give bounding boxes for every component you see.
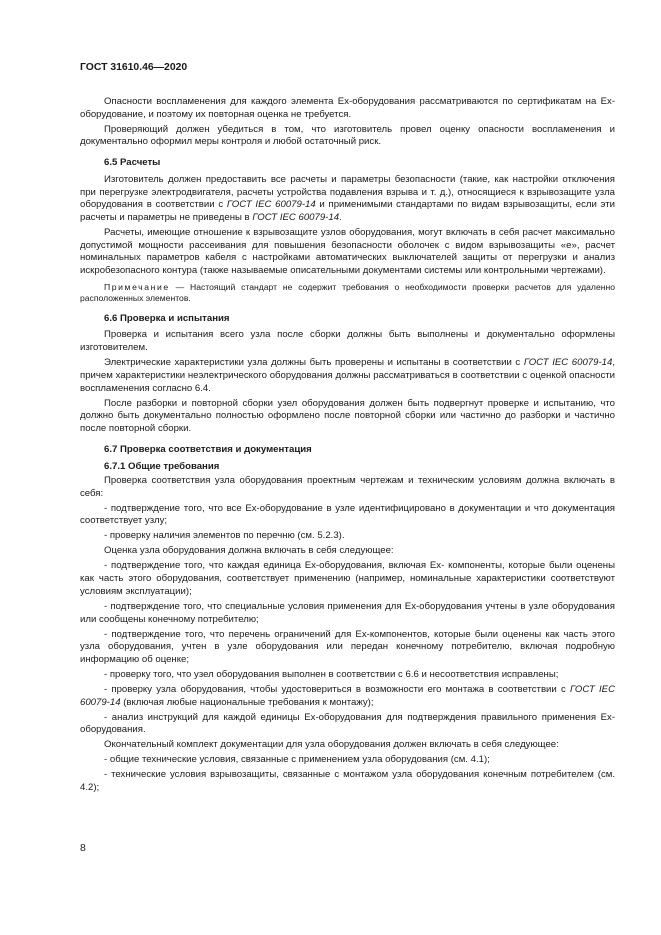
list-item: - технические условия взрывозащиты, связанные с монтажом узла оборудования конечным потребителем (см. 4.2); bbox=[80, 769, 615, 794]
list-item: - проверку того, что узел оборудования выполнен в соответствии с 6.6 и несоответствия исправлены; bbox=[104, 668, 559, 680]
list-item: - общие технические условия, связанные с применением узла оборудования (см. 4.1); bbox=[104, 754, 490, 766]
standard-reference: ГОСТ IEC 60079-14 bbox=[226, 199, 316, 211]
document-header: ГОСТ 31610.46—2020 bbox=[80, 62, 188, 73]
paragraph: Проверка и испытания всего узла после сборки должны быть выполнены и документально оформлены изготовителем. bbox=[80, 329, 615, 354]
paragraph: Изготовитель должен предоставить все расчеты и параметры безопасности (такие, как настройки отключения при перегрузке электродвигателя, расчеты устройства подавления взрыва и т. д.), относящиеся к взрывозащите узла оборудования в соответствии с ГОСТ IEC 60079-14 и применимыми стандартами по видам взрывозащиты, если эти расчеты и параметры не приведены в ГОСТ IEC 60079-14. bbox=[80, 173, 615, 223]
section-heading-6-7: 6.7 Проверка соответствия и документация bbox=[104, 443, 312, 455]
list-item: - подтверждение того, что специальные условия применения для Ex-оборудования учтены в узле оборудования или сообщены конечному потребителю; bbox=[80, 600, 615, 625]
list-item: - проверку узла оборудования, чтобы удостовериться в возможности его монтажа в соответствии с ГОСТ IEC 60079-14 (включая любые национальные требования к монтажу); bbox=[80, 683, 615, 708]
paragraph: Оценка узла оборудования должна включать в себя следующее: bbox=[104, 545, 394, 557]
standard-reference: ГОСТ IEC 60079-14 bbox=[252, 211, 340, 223]
list-item: - проверку наличия элементов по перечню (см. 5.2.3). bbox=[104, 530, 345, 542]
section-heading-6-6: 6.6 Проверка и испытания bbox=[104, 312, 230, 324]
standard-reference: ГОСТ IEC 60079-14 bbox=[80, 683, 615, 708]
paragraph: Электрические характеристики узла должны быть проверены и испытаны в соответствии с ГОСТ IEC 60079-14, причем характеристики неэлектрического оборудования должны рассматриваться в соответствии с оценкой опасности воспламенения согласно 6.4. bbox=[80, 357, 615, 394]
list-item: - подтверждение того, что перечень ограничений для Ex-компонентов, которые были оценены как часть этого узла оборудования, учтен в узле оборудования или передан конечному потребителю, включая подробную информацию об оценке; bbox=[80, 628, 615, 665]
section-heading-6-5: 6.5 Расчеты bbox=[104, 157, 161, 169]
list-item: - подтверждение того, что каждая единица Ex-оборудования, включая Ex- компоненты, которые были оценены как часть этого оборудования, соответствует применению (например, номинальные характеристики соответствуют условиям эксплуатации); bbox=[80, 560, 615, 597]
paragraph: Окончательный комплект документации для узла оборудования должен включать в себя следующее: bbox=[104, 739, 559, 751]
paragraph: Расчеты, имеющие отношение к взрывозащите узлов оборудования, могут включать в себя расчет максимально допустимой мощности рассеивания для повышения безопасности оболочек с видом взрывозащиты «е», расчет номинальных параметров кабеля с настройками автоматических выключателей защиты от перегрузки и анализ искробезопасного контура (также называемые описательными документами системы или контрольными чертежами). bbox=[80, 226, 615, 277]
list-item: - подтверждение того, что все Ex-оборудование в узле идентифицировано в документации и что документация соответствует узлу; bbox=[80, 502, 615, 527]
document-body bbox=[80, 96, 615, 797]
paragraph: Проверка соответствия узла оборудования проектным чертежам и техническим условиям должна включать в себя: bbox=[80, 475, 615, 499]
note: Примечание — Настоящий стандарт не содержит требования о необходимости проверки расчетов для удаленно расположенных элементов. bbox=[80, 281, 615, 304]
paragraph: Проверяющий должен убедиться в том, что изготовитель провел оценку опасности воспламенения и документально оформил меры контроля и любой остаточный риск. bbox=[80, 123, 615, 148]
subsection-heading-6-7-1: 6.7.1 Общие требования bbox=[104, 461, 220, 473]
page-number: 8 bbox=[80, 843, 86, 854]
standard-reference: ГОСТ IEC 60079-14 bbox=[523, 357, 613, 369]
paragraph: После разборки и повторной сборки узел оборудования должен быть подвергнут проверке и испытанию, что должно быть документально полностью оформлено после повторной сборки или частично до разборки и частично после повторной сборки. bbox=[80, 397, 615, 434]
note-label: Примечание bbox=[104, 281, 170, 292]
list-item: - анализ инструкций для каждой единицы Ex-оборудования для подтверждения правильного применения Ex-оборудования. bbox=[80, 711, 615, 736]
paragraph: Опасности воспламенения для каждого элемента Ex-оборудования рассматриваются по сертификатам на Ex-оборудование, и поэтому их повторная оценка не требуется. bbox=[80, 96, 615, 120]
